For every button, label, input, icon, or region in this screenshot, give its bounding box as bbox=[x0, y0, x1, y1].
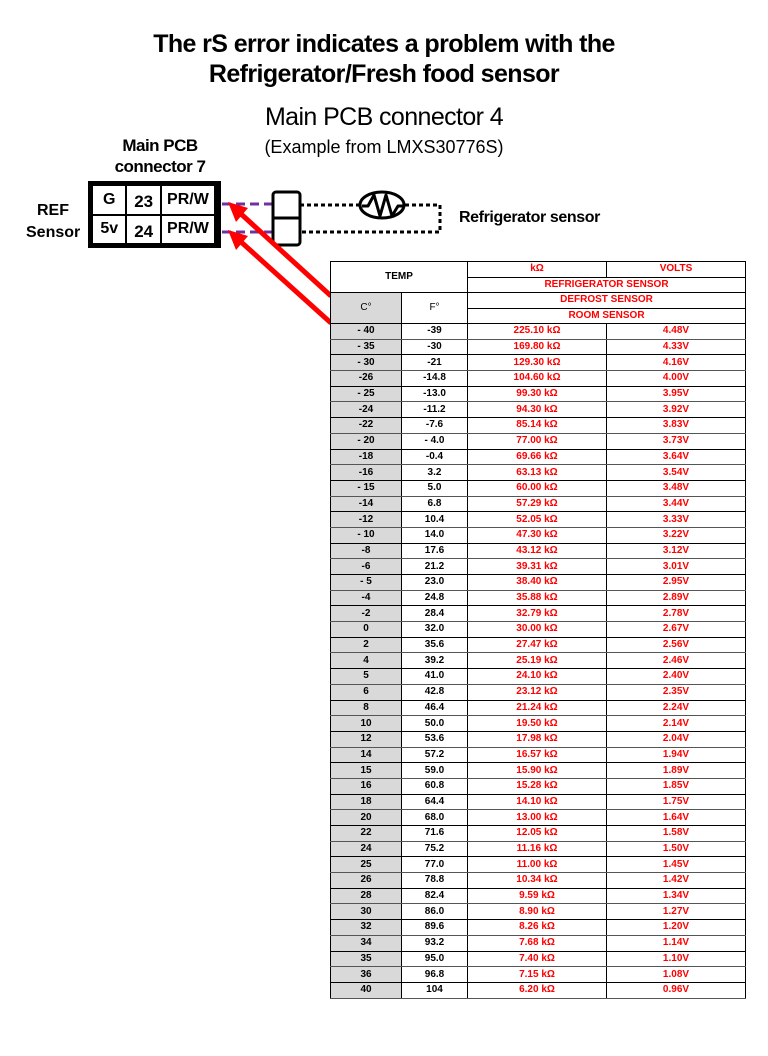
celsius-cell: - 20 bbox=[331, 433, 402, 449]
pin-name: 5v bbox=[92, 215, 126, 245]
voltage-cell: 1.64V bbox=[607, 810, 746, 826]
table-row bbox=[331, 496, 746, 512]
table-row bbox=[331, 433, 746, 449]
table-row bbox=[331, 386, 746, 402]
fahrenheit-cell: 32.0 bbox=[402, 622, 468, 638]
celsius-cell: 5 bbox=[331, 669, 402, 685]
celsius-cell: 25 bbox=[331, 857, 402, 873]
table-row bbox=[331, 982, 746, 998]
table-row bbox=[331, 324, 746, 340]
table-row bbox=[331, 778, 746, 794]
celsius-cell: -2 bbox=[331, 606, 402, 622]
header-fahrenheit: F° bbox=[402, 293, 468, 324]
table-row bbox=[331, 606, 746, 622]
celsius-cell: 28 bbox=[331, 888, 402, 904]
celsius-cell: -12 bbox=[331, 512, 402, 528]
table-row bbox=[331, 512, 746, 528]
table-row bbox=[331, 857, 746, 873]
voltage-cell: 1.85V bbox=[607, 778, 746, 794]
celsius-cell: 10 bbox=[331, 716, 402, 732]
pcb-label-line-1: Main PCB bbox=[122, 136, 198, 155]
resistance-cell: 10.34 kΩ bbox=[468, 873, 607, 889]
table-row bbox=[331, 935, 746, 951]
pin-name: G bbox=[92, 185, 126, 215]
resistance-cell: 7.68 kΩ bbox=[468, 935, 607, 951]
celsius-cell: 35 bbox=[331, 951, 402, 967]
red-arrows bbox=[228, 202, 331, 323]
table-row bbox=[331, 371, 746, 387]
fahrenheit-cell: 28.4 bbox=[402, 606, 468, 622]
slide-title bbox=[0, 29, 768, 89]
table-row bbox=[331, 543, 746, 559]
pin-number: 23 bbox=[126, 185, 160, 215]
voltage-cell: 3.64V bbox=[607, 449, 746, 465]
celsius-cell: 16 bbox=[331, 778, 402, 794]
resistance-cell: 27.47 kΩ bbox=[468, 637, 607, 653]
table-row bbox=[331, 841, 746, 857]
resistance-cell: 39.31 kΩ bbox=[468, 559, 607, 575]
voltage-cell: 2.24V bbox=[607, 700, 746, 716]
fahrenheit-cell: -7.6 bbox=[402, 418, 468, 434]
table-row bbox=[331, 810, 746, 826]
table-row bbox=[331, 731, 746, 747]
voltage-cell: 4.00V bbox=[607, 371, 746, 387]
celsius-cell: -22 bbox=[331, 418, 402, 434]
header-room-sensor: ROOM SENSOR bbox=[468, 308, 746, 324]
resistance-cell: 19.50 kΩ bbox=[468, 716, 607, 732]
fahrenheit-cell: 68.0 bbox=[402, 810, 468, 826]
fahrenheit-cell: -0.4 bbox=[402, 449, 468, 465]
fahrenheit-cell: -30 bbox=[402, 339, 468, 355]
table-row bbox=[331, 920, 746, 936]
header-refrigerator-sensor: REFRIGERATOR SENSOR bbox=[468, 277, 746, 293]
resistance-cell: 52.05 kΩ bbox=[468, 512, 607, 528]
fahrenheit-cell: -13.0 bbox=[402, 386, 468, 402]
voltage-cell: 3.01V bbox=[607, 559, 746, 575]
voltage-cell: 1.20V bbox=[607, 920, 746, 936]
fahrenheit-cell: 77.0 bbox=[402, 857, 468, 873]
resistance-cell: 104.60 kΩ bbox=[468, 371, 607, 387]
celsius-cell: -6 bbox=[331, 559, 402, 575]
resistance-cell: 17.98 kΩ bbox=[468, 731, 607, 747]
resistance-cell: 14.10 kΩ bbox=[468, 794, 607, 810]
table-row bbox=[331, 873, 746, 889]
celsius-cell: -18 bbox=[331, 449, 402, 465]
resistance-cell: 57.29 kΩ bbox=[468, 496, 607, 512]
fahrenheit-cell: -11.2 bbox=[402, 402, 468, 418]
fahrenheit-cell: 24.8 bbox=[402, 590, 468, 606]
fahrenheit-cell: 75.2 bbox=[402, 841, 468, 857]
title-line-1: The rS error indicates a problem with the bbox=[153, 30, 615, 58]
resistance-cell: 85.14 kΩ bbox=[468, 418, 607, 434]
fahrenheit-cell: 78.8 bbox=[402, 873, 468, 889]
fahrenheit-cell: 10.4 bbox=[402, 512, 468, 528]
table-row bbox=[331, 716, 746, 732]
resistance-cell: 94.30 kΩ bbox=[468, 402, 607, 418]
wire-lines bbox=[222, 204, 277, 232]
celsius-cell: 14 bbox=[331, 747, 402, 763]
fahrenheit-cell: 46.4 bbox=[402, 700, 468, 716]
fahrenheit-cell: 6.8 bbox=[402, 496, 468, 512]
voltage-cell: 1.27V bbox=[607, 904, 746, 920]
ref-label-line-2: Sensor bbox=[26, 224, 81, 241]
fahrenheit-cell: 57.2 bbox=[402, 747, 468, 763]
fahrenheit-cell: 82.4 bbox=[402, 888, 468, 904]
ref-sensor-label bbox=[26, 200, 80, 244]
voltage-cell: 2.56V bbox=[607, 637, 746, 653]
fahrenheit-cell: 14.0 bbox=[402, 527, 468, 543]
resistance-cell: 63.13 kΩ bbox=[468, 465, 607, 481]
ref-label-line-1: REF bbox=[37, 202, 69, 219]
celsius-cell: 36 bbox=[331, 967, 402, 983]
table-row bbox=[331, 559, 746, 575]
resistance-cell: 16.57 kΩ bbox=[468, 747, 607, 763]
resistance-cell: 169.80 kΩ bbox=[468, 339, 607, 355]
voltage-cell: 4.16V bbox=[607, 355, 746, 371]
resistance-cell: 30.00 kΩ bbox=[468, 622, 607, 638]
celsius-cell: 26 bbox=[331, 873, 402, 889]
voltage-cell: 3.48V bbox=[607, 480, 746, 496]
resistance-cell: 15.90 kΩ bbox=[468, 763, 607, 779]
table-row bbox=[331, 653, 746, 669]
table-row bbox=[331, 622, 746, 638]
celsius-cell: 18 bbox=[331, 794, 402, 810]
thermistor-symbol-icon bbox=[360, 192, 404, 218]
voltage-cell: 2.40V bbox=[607, 669, 746, 685]
celsius-cell: 6 bbox=[331, 684, 402, 700]
celsius-cell: 22 bbox=[331, 826, 402, 842]
celsius-cell: - 30 bbox=[331, 355, 402, 371]
connector-subtitle: Main PCB connector 4 bbox=[264, 103, 504, 131]
voltage-cell: 1.50V bbox=[607, 841, 746, 857]
table-row bbox=[331, 669, 746, 685]
fahrenheit-cell: 60.8 bbox=[402, 778, 468, 794]
table-row bbox=[331, 904, 746, 920]
voltage-cell: 3.73V bbox=[607, 433, 746, 449]
celsius-cell: - 25 bbox=[331, 386, 402, 402]
resistance-cell: 11.00 kΩ bbox=[468, 857, 607, 873]
voltage-cell: 1.45V bbox=[607, 857, 746, 873]
table-row bbox=[331, 590, 746, 606]
resistance-cell: 6.20 kΩ bbox=[468, 982, 607, 998]
table-row bbox=[331, 684, 746, 700]
fahrenheit-cell: 59.0 bbox=[402, 763, 468, 779]
voltage-cell: 2.35V bbox=[607, 684, 746, 700]
celsius-cell: -24 bbox=[331, 402, 402, 418]
refrigerator-sensor-label: Refrigerator sensor bbox=[459, 209, 600, 226]
celsius-cell: 12 bbox=[331, 731, 402, 747]
fahrenheit-cell: 41.0 bbox=[402, 669, 468, 685]
table-row bbox=[331, 826, 746, 842]
celsius-cell: -8 bbox=[331, 543, 402, 559]
table-row bbox=[331, 763, 746, 779]
resistance-cell: 43.12 kΩ bbox=[468, 543, 607, 559]
voltage-cell: 1.34V bbox=[607, 888, 746, 904]
resistance-cell: 129.30 kΩ bbox=[468, 355, 607, 371]
voltage-cell: 1.94V bbox=[607, 747, 746, 763]
voltage-cell: 3.95V bbox=[607, 386, 746, 402]
table-header-row bbox=[331, 262, 746, 278]
sensor-lead-lines bbox=[300, 205, 440, 232]
fahrenheit-cell: 93.2 bbox=[402, 935, 468, 951]
fahrenheit-cell: 50.0 bbox=[402, 716, 468, 732]
fahrenheit-cell: 89.6 bbox=[402, 920, 468, 936]
pcb-label-line-2: connector 7 bbox=[114, 157, 206, 176]
celsius-cell: -4 bbox=[331, 590, 402, 606]
resistance-cell: 35.88 kΩ bbox=[468, 590, 607, 606]
table-row bbox=[331, 747, 746, 763]
sensor-plug-icon bbox=[273, 192, 300, 245]
resistance-cell: 9.59 kΩ bbox=[468, 888, 607, 904]
table-row bbox=[331, 418, 746, 434]
celsius-cell: 15 bbox=[331, 763, 402, 779]
voltage-cell: 2.14V bbox=[607, 716, 746, 732]
voltage-cell: 1.75V bbox=[607, 794, 746, 810]
voltage-cell: 3.92V bbox=[607, 402, 746, 418]
main-pcb-connector-label bbox=[100, 135, 220, 177]
resistance-cell: 7.15 kΩ bbox=[468, 967, 607, 983]
fahrenheit-cell: 35.6 bbox=[402, 637, 468, 653]
celsius-cell: 32 bbox=[331, 920, 402, 936]
celsius-cell: 2 bbox=[331, 637, 402, 653]
table-row bbox=[331, 402, 746, 418]
celsius-cell: -16 bbox=[331, 465, 402, 481]
celsius-cell: - 15 bbox=[331, 480, 402, 496]
header-temp: TEMP bbox=[331, 262, 468, 293]
resistance-cell: 225.10 kΩ bbox=[468, 324, 607, 340]
fahrenheit-cell: -14.8 bbox=[402, 371, 468, 387]
voltage-cell: 3.33V bbox=[607, 512, 746, 528]
voltage-cell: 2.67V bbox=[607, 622, 746, 638]
fahrenheit-cell: 39.2 bbox=[402, 653, 468, 669]
fahrenheit-cell: 53.6 bbox=[402, 731, 468, 747]
table-row bbox=[331, 527, 746, 543]
voltage-cell: 2.89V bbox=[607, 590, 746, 606]
fahrenheit-cell: 42.8 bbox=[402, 684, 468, 700]
voltage-cell: 1.10V bbox=[607, 951, 746, 967]
fahrenheit-cell: 5.0 bbox=[402, 480, 468, 496]
fahrenheit-cell: 64.4 bbox=[402, 794, 468, 810]
resistance-cell: 21.24 kΩ bbox=[468, 700, 607, 716]
title-line-2: Refrigerator/Fresh food sensor bbox=[208, 60, 560, 88]
voltage-cell: 3.54V bbox=[607, 465, 746, 481]
resistance-cell: 7.40 kΩ bbox=[468, 951, 607, 967]
celsius-cell: -26 bbox=[331, 371, 402, 387]
fahrenheit-cell: - 4.0 bbox=[402, 433, 468, 449]
voltage-cell: 4.48V bbox=[607, 324, 746, 340]
voltage-cell: 1.89V bbox=[607, 763, 746, 779]
table-row bbox=[331, 951, 746, 967]
resistance-cell: 77.00 kΩ bbox=[468, 433, 607, 449]
voltage-cell: 1.58V bbox=[607, 826, 746, 842]
resistance-cell: 32.79 kΩ bbox=[468, 606, 607, 622]
voltage-cell: 2.95V bbox=[607, 575, 746, 591]
table-row bbox=[331, 700, 746, 716]
fahrenheit-cell: -21 bbox=[402, 355, 468, 371]
table-row bbox=[331, 637, 746, 653]
header-defrost-sensor: DEFROST SENSOR bbox=[468, 293, 746, 309]
table-row bbox=[331, 575, 746, 591]
table-row bbox=[331, 888, 746, 904]
celsius-cell: 8 bbox=[331, 700, 402, 716]
celsius-cell: 4 bbox=[331, 653, 402, 669]
voltage-cell: 2.46V bbox=[607, 653, 746, 669]
table-row bbox=[331, 794, 746, 810]
celsius-cell: - 35 bbox=[331, 339, 402, 355]
fahrenheit-cell: 3.2 bbox=[402, 465, 468, 481]
voltage-cell: 2.04V bbox=[607, 731, 746, 747]
header-volts: VOLTS bbox=[607, 262, 746, 278]
resistance-cell: 38.40 kΩ bbox=[468, 575, 607, 591]
fahrenheit-cell: 95.0 bbox=[402, 951, 468, 967]
voltage-cell: 1.42V bbox=[607, 873, 746, 889]
celsius-cell: 34 bbox=[331, 935, 402, 951]
resistance-cell: 12.05 kΩ bbox=[468, 826, 607, 842]
resistance-cell: 23.12 kΩ bbox=[468, 684, 607, 700]
fahrenheit-cell: 21.2 bbox=[402, 559, 468, 575]
voltage-cell: 1.14V bbox=[607, 935, 746, 951]
wire-color: PR/W bbox=[161, 185, 215, 215]
resistance-cell: 15.28 kΩ bbox=[468, 778, 607, 794]
table-row bbox=[331, 465, 746, 481]
table-row bbox=[331, 480, 746, 496]
table-header-row bbox=[331, 293, 746, 309]
voltage-cell: 3.83V bbox=[607, 418, 746, 434]
resistance-cell: 8.90 kΩ bbox=[468, 904, 607, 920]
celsius-cell: 20 bbox=[331, 810, 402, 826]
table-row bbox=[331, 449, 746, 465]
fahrenheit-cell: 17.6 bbox=[402, 543, 468, 559]
table-row bbox=[331, 967, 746, 983]
resistance-cell: 11.16 kΩ bbox=[468, 841, 607, 857]
table-body bbox=[331, 324, 746, 999]
fahrenheit-cell: 86.0 bbox=[402, 904, 468, 920]
wire-color: PR/W bbox=[161, 215, 215, 245]
voltage-cell: 1.08V bbox=[607, 967, 746, 983]
resistance-cell: 8.26 kΩ bbox=[468, 920, 607, 936]
header-kohm: kΩ bbox=[468, 262, 607, 278]
pcb-connector-block bbox=[88, 181, 221, 248]
connector-row bbox=[92, 185, 215, 215]
resistance-cell: 60.00 kΩ bbox=[468, 480, 607, 496]
voltage-cell: 3.12V bbox=[607, 543, 746, 559]
celsius-cell: 0 bbox=[331, 622, 402, 638]
celsius-cell: - 10 bbox=[331, 527, 402, 543]
fahrenheit-cell: 104 bbox=[402, 982, 468, 998]
fahrenheit-cell: 96.8 bbox=[402, 967, 468, 983]
table-row bbox=[331, 339, 746, 355]
celsius-cell: 40 bbox=[331, 982, 402, 998]
celsius-cell: 30 bbox=[331, 904, 402, 920]
sensor-resistance-table bbox=[330, 261, 746, 999]
resistance-cell: 99.30 kΩ bbox=[468, 386, 607, 402]
voltage-cell: 4.33V bbox=[607, 339, 746, 355]
fahrenheit-cell: -39 bbox=[402, 324, 468, 340]
resistance-cell: 25.19 kΩ bbox=[468, 653, 607, 669]
celsius-cell: - 5 bbox=[331, 575, 402, 591]
celsius-cell: -14 bbox=[331, 496, 402, 512]
pin-number: 24 bbox=[126, 215, 160, 245]
resistance-cell: 13.00 kΩ bbox=[468, 810, 607, 826]
voltage-cell: 2.78V bbox=[607, 606, 746, 622]
voltage-cell: 3.22V bbox=[607, 527, 746, 543]
resistance-cell: 47.30 kΩ bbox=[468, 527, 607, 543]
connector-row bbox=[92, 215, 215, 245]
celsius-cell: 24 bbox=[331, 841, 402, 857]
resistance-cell: 24.10 kΩ bbox=[468, 669, 607, 685]
fahrenheit-cell: 23.0 bbox=[402, 575, 468, 591]
table-row bbox=[331, 355, 746, 371]
resistance-cell: 69.66 kΩ bbox=[468, 449, 607, 465]
header-celsius: C° bbox=[331, 293, 402, 324]
celsius-cell: - 40 bbox=[331, 324, 402, 340]
example-model-note: (Example from LMXS30776S) bbox=[264, 137, 504, 157]
voltage-cell: 3.44V bbox=[607, 496, 746, 512]
fahrenheit-cell: 71.6 bbox=[402, 826, 468, 842]
voltage-cell: 0.96V bbox=[607, 982, 746, 998]
